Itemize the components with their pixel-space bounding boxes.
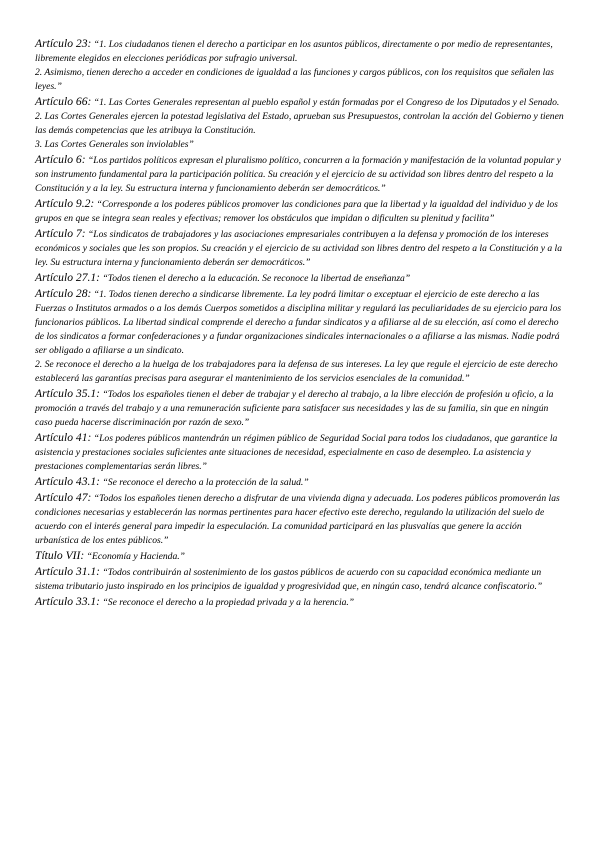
article-list [35,36,565,610]
article-entry [35,286,565,386]
article-first-paragraph [35,490,565,548]
article-reference: Artículo 9.2: [35,197,95,210]
article-reference: Artículo 23: [35,37,92,50]
article-first-paragraph [35,36,565,66]
article-reference: Artículo 47: [35,491,92,504]
document-page [35,36,565,610]
article-first-paragraph [35,564,565,594]
article-first-paragraph [35,594,565,610]
article-reference: Artículo 7: [35,227,86,240]
article-reference: Artículo 35.1: [35,387,101,400]
article-reference: Artículo 28: [35,287,92,300]
article-entry [35,490,565,548]
article-first-paragraph [35,94,565,110]
article-quote: “Los sindicatos de trabajadores y las asociaciones empresariales contribuyen a la defensa y promoción de los intereses económicos y sociales que les son propios. Su creación y el ejercicio de su actividad son libres dentro del respeto a la Constitución y a la ley. Su estructura interna y funcionamiento deberán ser democráticos.” [35,229,563,268]
article-quote: “Se reconoce el derecho a la propiedad privada y a la herencia.” [102,597,355,608]
article-entry [35,152,565,196]
article-quote: “Economía y Hacienda.” [86,551,186,562]
article-continuation-paragraph: 3. Las Cortes Generales son inviolables” [35,139,194,150]
article-entry [35,270,565,286]
article-quote: “1. Las Cortes Generales representan al pueblo español y están formadas por el Congreso de los Diputados y el Senado. [93,97,560,108]
article-reference: Artículo 41: [35,431,92,444]
article-first-paragraph [35,474,565,490]
article-entry [35,94,565,152]
article-reference: Título VII: [35,549,85,562]
article-reference: Artículo 66: [35,95,92,108]
article-first-paragraph [35,152,565,196]
article-continuation-paragraph: 2. Las Cortes Generales ejercen la potestad legislativa del Estado, aprueban sus Presupuestos, controlan la acción del Gobierno y tienen las demás competencias que les atribuya la Constitución. [35,111,564,136]
article-entry [35,474,565,490]
article-reference: Artículo 6: [35,153,86,166]
article-first-paragraph [35,270,565,286]
article-reference: Artículo 33.1: [35,595,101,608]
article-first-paragraph [35,430,565,474]
article-entry [35,196,565,226]
article-reference: Artículo 27.1: [35,271,101,284]
article-quote: “1. Los ciudadanos tienen el derecho a participar en los asuntos públicos, directamente o por medio de representantes, libremente elegidos en elecciones periódicas por sufragio universal. [35,39,553,64]
article-first-paragraph [35,226,565,270]
article-first-paragraph [35,196,565,226]
article-continuation-paragraph: 2. Se reconoce el derecho a la huelga de los trabajadores para la defensa de sus intereses. La ley que regule el ejercicio de este derecho establecerá las garantías precisas para asegurar el mantenimiento de los servicios esenciales de la comunidad.” [35,359,558,384]
article-quote: “Los poderes públicos mantendrán un régimen público de Seguridad Social para todos los ciudadanos, que garantice la asistencia y prestaciones sociales suficientes ante situaciones de necesidad, especialmente en caso de desempleo. La asistencia y prestaciones complementarias serán libres.” [35,433,558,472]
article-first-paragraph [35,386,565,430]
article-quote: “Corresponde a los poderes públicos promover las condiciones para que la libertad y la igualdad del individuo y de los grupos en que se integra sean reales y efectivas; remover los obstáculos que impidan o dificulten su plenitud y facilita” [35,199,558,224]
article-quote: “Los partidos políticos expresan el pluralismo político, concurren a la formación y manifestación de la voluntad popular y son instrumento fundamental para la participación política. Su creación y el ejercicio de su actividad son libres dentro del respeto a la Constitución y a la ley. Su estructura interna y funcionamiento deberán ser democráticos.” [35,155,562,194]
article-first-paragraph [35,548,565,564]
article-quote: “1. Todos tienen derecho a sindicarse libremente. La ley podrá limitar o exceptuar el ejercicio de este derecho a las Fuerzas o Institutos armados o a los demás Cuerpos sometidos a disciplina militar y regulará las peculiaridades de su ejercicio para los funcionarios públicos. La libertad sindical comprende el derecho a fundar sindicatos y a afiliarse al de su elección, así como el derecho de los sindicatos a formar confederaciones y a fundar organizaciones sindicales internacionales o a afiliarse a las mismas. Nadie podrá ser obligado a afiliarse a un sindicato. [35,289,562,356]
article-quote: “Todos tienen el derecho a la educación. Se reconoce la libertad de enseñanza” [102,273,411,284]
article-entry [35,594,565,610]
article-entry [35,36,565,94]
article-entry [35,548,565,564]
article-quote: “Todos los españoles tienen el deber de trabajar y el derecho al trabajo, a la libre elección de profesión u oficio, a la promoción a través del trabajo y a una remuneración suficiente para satisfacer sus necesidades y las de su familia, sin que en ningún caso pueda hacerse discriminación por razón de sexo.” [35,389,554,428]
article-quote: “Todos contribuirán al sostenimiento de los gastos públicos de acuerdo con su capacidad económica mediante un sistema tributario justo inspirado en los principios de igualdad y progresividad que, en ningún caso, tendrá alcance confiscatorio.” [35,567,543,592]
article-continuation-paragraph: 2. Asimismo, tienen derecho a acceder en condiciones de igualdad a las funciones y cargos públicos, con los requisitos que señalen las leyes.” [35,67,554,92]
article-first-paragraph [35,286,565,358]
article-entry [35,430,565,474]
article-reference: Artículo 31.1: [35,565,101,578]
article-entry [35,386,565,430]
article-entry [35,226,565,270]
article-entry [35,564,565,594]
article-reference: Artículo 43.1: [35,475,101,488]
article-quote: “Todos los españoles tienen derecho a disfrutar de una vivienda digna y adecuada. Los poderes públicos promoverán las condiciones necesarias y establecerán las normas pertinentes para hacer efectivo este derecho, regulando la utilización del suelo de acuerdo con el interés general para impedir la especulación. La comunidad participará en las plusvalías que genere la acción urbanística de los entes públicos.” [35,493,560,546]
article-quote: “Se reconoce el derecho a la protección de la salud.” [102,477,309,488]
